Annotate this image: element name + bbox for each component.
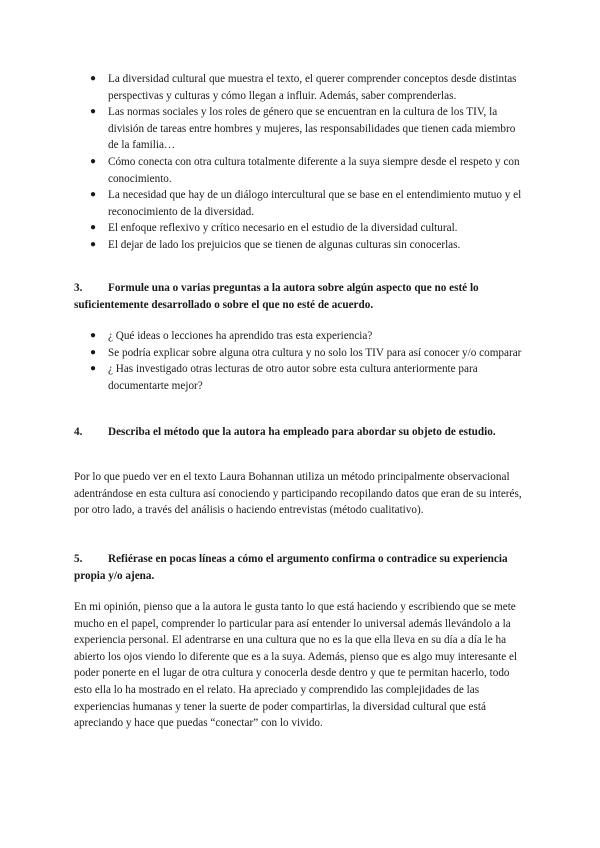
list-item [74,154,526,187]
list-item [74,220,526,237]
question-4-answer: Por lo que puedo ver en el texto Laura Bohannan utiliza un método principalmente observacional adentrándose en esta cultura así conociendo y participando recopilando datos que eran de su interés, por otro lado, a través del análisis o haciendo entrevistas (método cualitativo). [74,471,522,517]
bullet-icon: ● [90,106,97,118]
questions-list [74,328,526,394]
key-points-list [74,71,526,254]
list-item-text: El dejar de lado los prejuicios que se tienen de algunas culturas sin conocerlas. [108,238,461,251]
bullet-icon: ● [90,346,97,358]
list-item-text: Las normas sociales y los roles de género que se encuentran en la cultura de los TIV, la división de tareas entre hombres y mujeres, las responsabilidades que tienen cada miembro de la familia… [108,106,516,152]
question-number: 5. [74,553,83,565]
bullet-icon: ● [90,330,97,341]
question-4-heading [74,424,526,441]
bullet-icon: ● [90,155,97,167]
list-item-text: La diversidad cultural que muestra el texto, el querer comprender conceptos desde distintas perspectivas y culturas y cómo llegan a influir. Además, saber comprenderlas. [108,73,517,102]
question-5-heading [74,551,526,584]
list-item [74,187,526,220]
bullet-icon: ● [90,363,97,375]
question-title: Formule una o varias preguntas a la autora sobre algún aspecto que no esté lo suficientemente desarrollado o sobre el que no esté de acuerdo. [74,282,479,311]
question-5-answer: En mi opinión, pienso que a la autora le gusta tanto lo que está haciendo y escribiendo que se mete mucho en el papel, comprender lo particular para así entender lo universal además llevándolo a la experiencia personal. El adentrarse en una cultura que no es la que ella lleva en su día a día le ha abierto los ojos viendo lo diferente que es a la suya. Además, pienso que es algo muy interesante el poder ponerte en el lugar de otra cultura y conocerla desde dentro y que te permitan hacerlo, todo esto ella lo ha mostrado en el relato. Ha apreciado y comprendido las complejidades de las experiencias humanas y tener la suerte de poder compartirlas, la diversidad cultural que está apreciando y hace que puedas “conectar” con lo vivido. [74,601,518,730]
question-title: Describa el método que la autora ha empleado para abordar su objeto de estudio. [108,426,496,438]
list-item-text: Cómo conecta con otra cultura totalmente diferente a la suya siempre desde el respeto y con conocimiento. [108,155,520,185]
question-3-heading [74,280,526,313]
bullet-icon: ● [90,222,97,234]
list-item-text: Se podría explicar sobre alguna otra cultura y no solo los TIV para así conocer y/o comparar [108,346,522,359]
list-item-text: ¿ Qué ideas o lecciones ha aprendido tras esta experiencia? [108,330,373,342]
list-item [74,237,526,254]
bullet-icon: ● [90,238,97,250]
list-item-text: ¿ Has investigado otras lecturas de otro autor sobre esta cultura anteriormente para documentarte mejor? [108,363,478,392]
list-item [74,104,526,154]
question-title: Refiérase en pocas líneas a cómo el argumento confirma o contradice su experiencia propia y/o ajena. [74,553,508,582]
list-item-text: El enfoque reflexivo y crítico necesario en el estudio de la diversidad cultural. [108,222,458,235]
list-item [74,328,526,345]
question-number: 4. [74,426,83,438]
question-number: 3. [74,282,83,294]
bullet-icon: ● [90,73,97,84]
list-item [74,345,526,362]
bullet-icon: ● [90,189,97,201]
list-item-text: La necesidad que hay de un diálogo intercultural que se base en el entendimiento mutuo y el reconocimiento de la diversidad. [108,189,522,218]
list-item [74,71,526,104]
list-item [74,361,526,394]
